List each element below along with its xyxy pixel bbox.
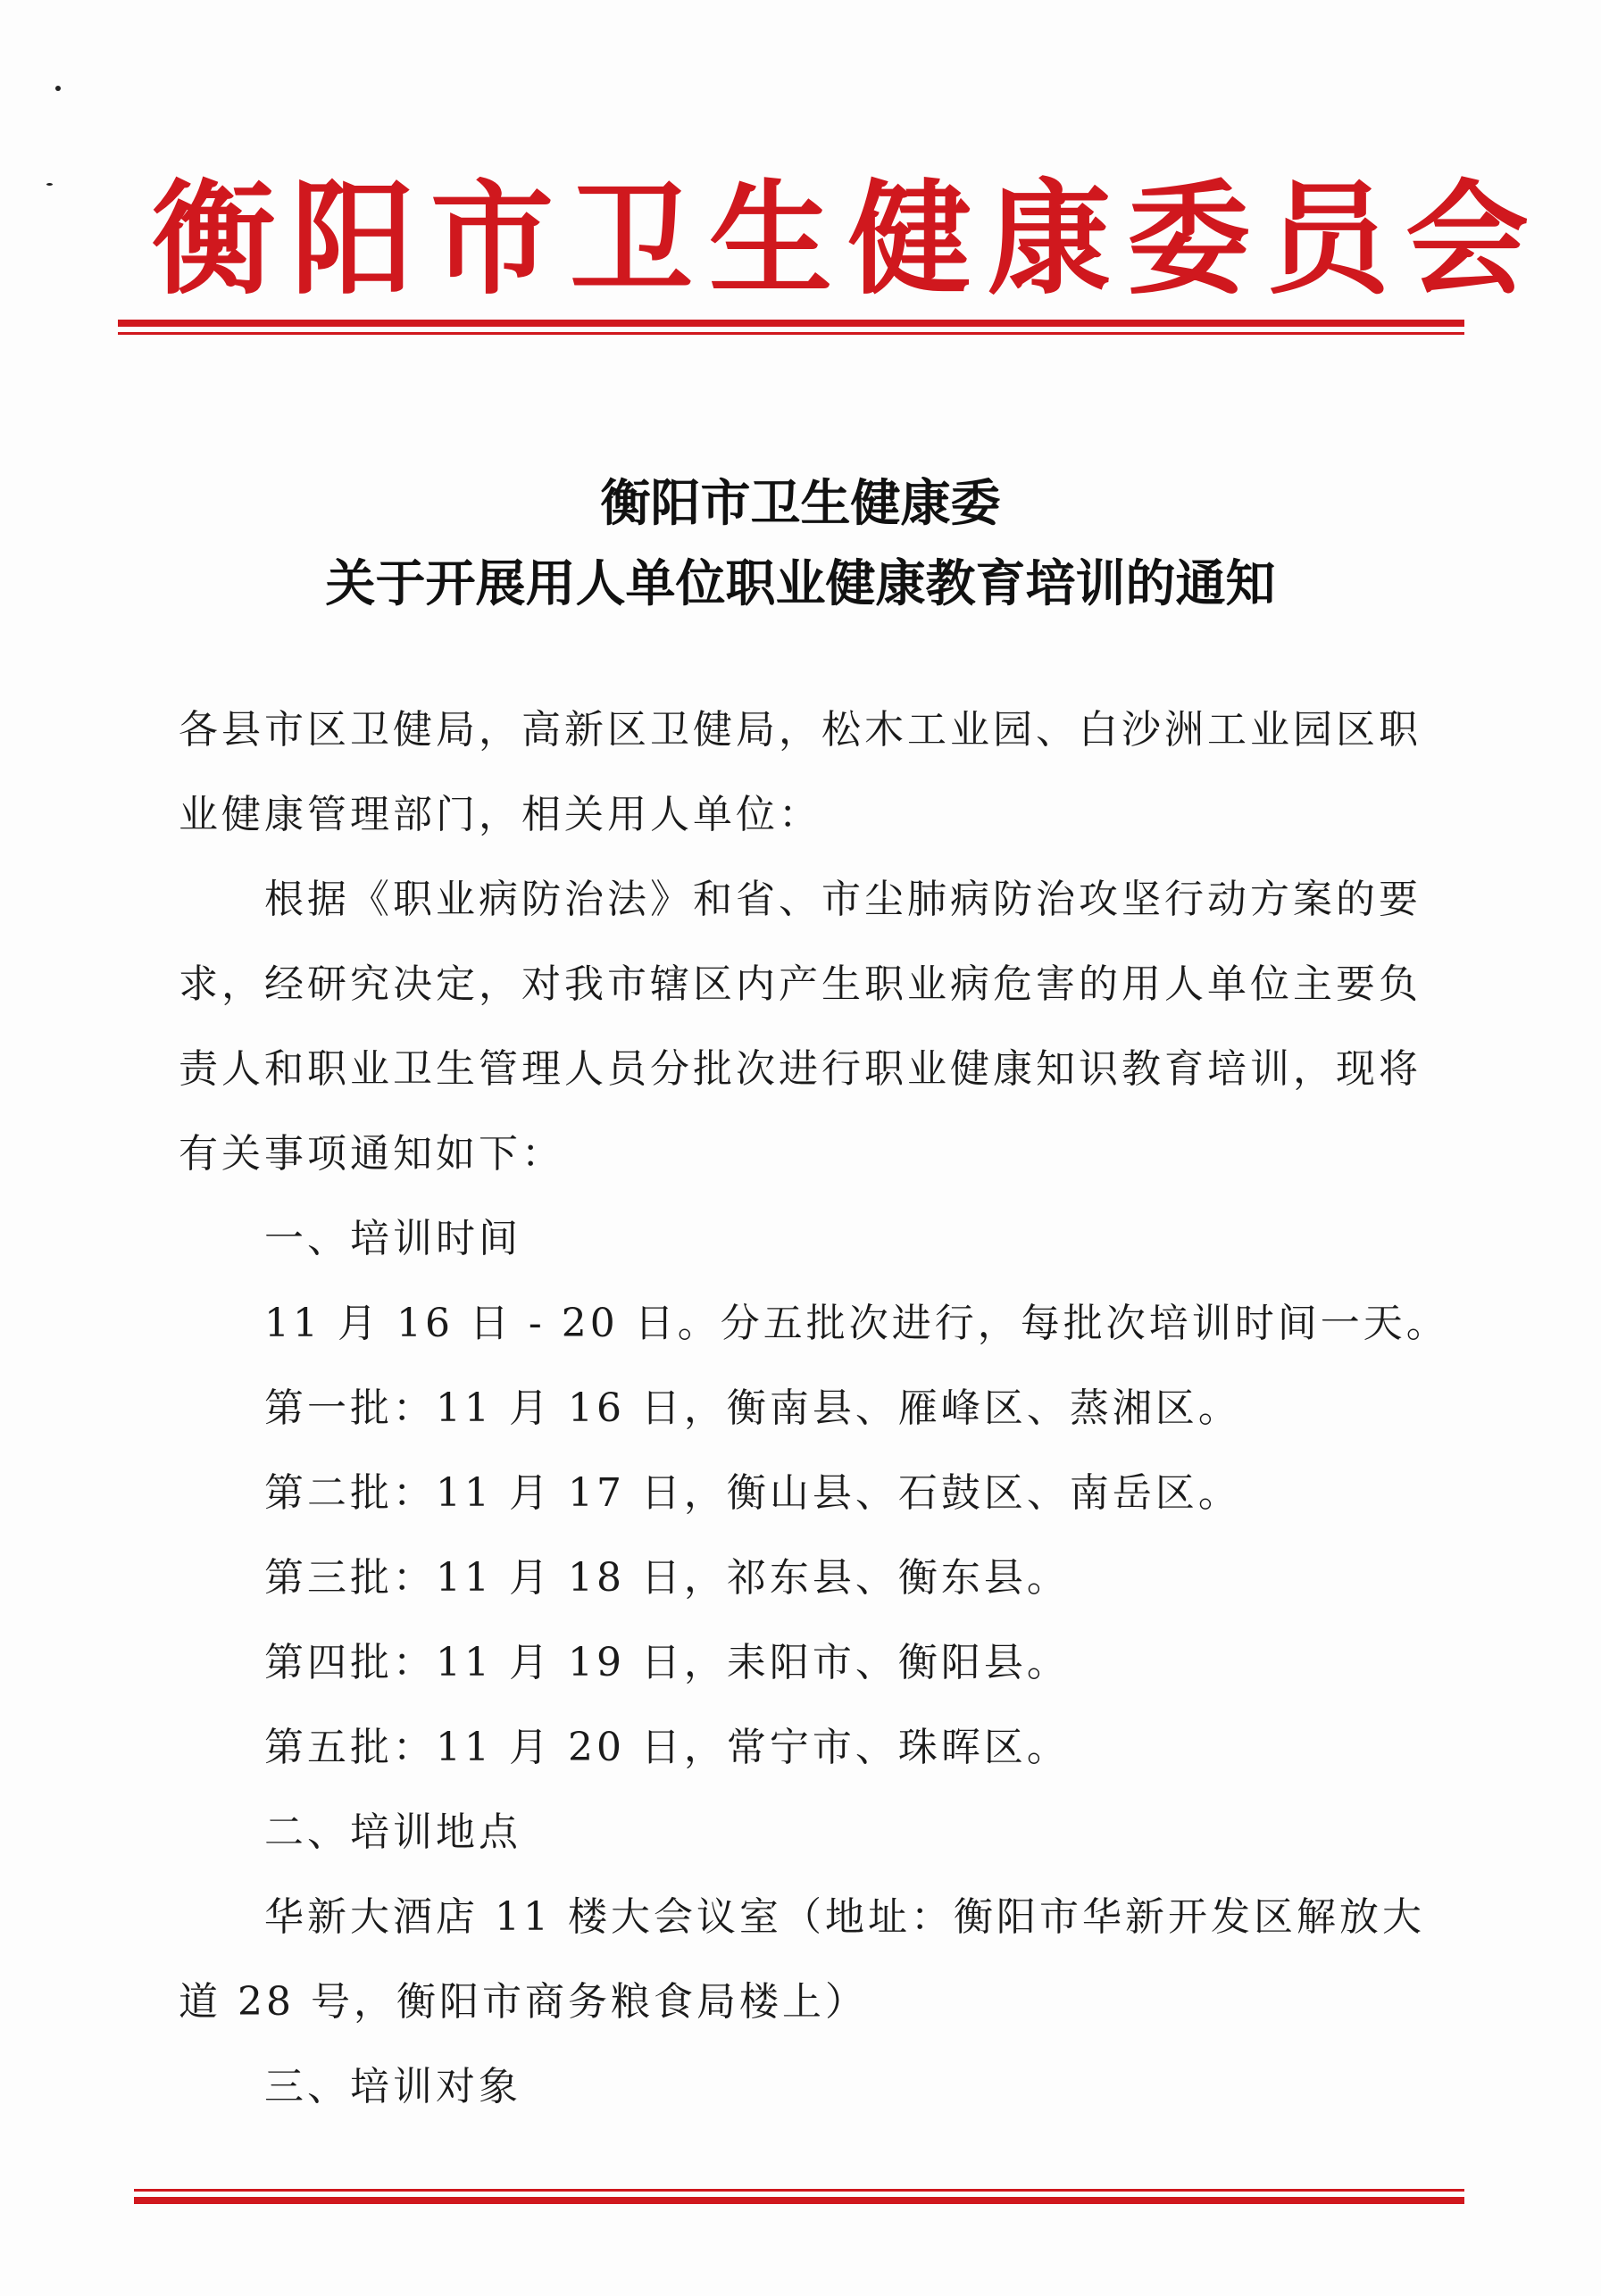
letterhead-rule-thick	[118, 320, 1464, 327]
intro-line: 根据《职业病防治法》和省、市尘肺病防治攻坚行动方案的要	[264, 877, 1422, 922]
batch-item: 第五批：11 月 20 日，常宁市、珠晖区。	[264, 1725, 1070, 1770]
letterhead-rule-thin	[118, 332, 1464, 335]
footer-rule-thin	[134, 2189, 1464, 2192]
document-title-line2: 关于开展用人单位职业健康教育培训的通知	[325, 555, 1276, 613]
intro-line: 责人和职业卫生管理人员分批次进行职业健康知识教育培训，现将	[179, 1046, 1422, 1092]
batch-item: 第四批：11 月 19 日，耒阳市、衡阳县。	[264, 1640, 1070, 1685]
letterhead-org-name: 衡阳市卫生健康委员会	[152, 166, 1546, 312]
document-title-line1: 衡阳市卫生健康委	[600, 475, 1001, 533]
scan-speck	[55, 86, 61, 91]
location-line: 道 28 号，衡阳市商务粮食局楼上）	[179, 1979, 868, 2025]
section-heading-location: 二、培训地点	[264, 1809, 521, 1855]
batch-item: 第三批：11 月 18 日，祁东县、衡东县。	[264, 1555, 1070, 1601]
intro-line: 求，经研究决定，对我市辖区内产生职业病危害的用人单位主要负	[179, 961, 1422, 1007]
batch-item: 第一批：11 月 16 日，衡南县、雁峰区、蒸湘区。	[264, 1385, 1241, 1431]
training-time-summary: 11 月 16 日 - 20 日。分五批次进行，每批次培训时间一天。	[264, 1301, 1449, 1346]
location-line: 华新大酒店 11 楼大会议室（地址：衡阳市华新开发区解放大	[264, 1894, 1425, 1940]
section-heading-audience: 三、培训对象	[264, 2064, 521, 2109]
batch-item: 第二批：11 月 17 日，衡山县、石鼓区、南岳区。	[264, 1470, 1241, 1516]
intro-line: 有关事项通知如下：	[179, 1131, 564, 1177]
addressee-line: 各县市区卫健局，高新区卫健局，松木工业园、白沙洲工业园区职	[179, 707, 1422, 753]
footer-rule-thick	[134, 2197, 1464, 2204]
addressee-line: 业健康管理部门，相关用人单位：	[179, 792, 821, 837]
section-heading-time: 一、培训时间	[264, 1216, 521, 1261]
scan-speck	[46, 183, 53, 186]
